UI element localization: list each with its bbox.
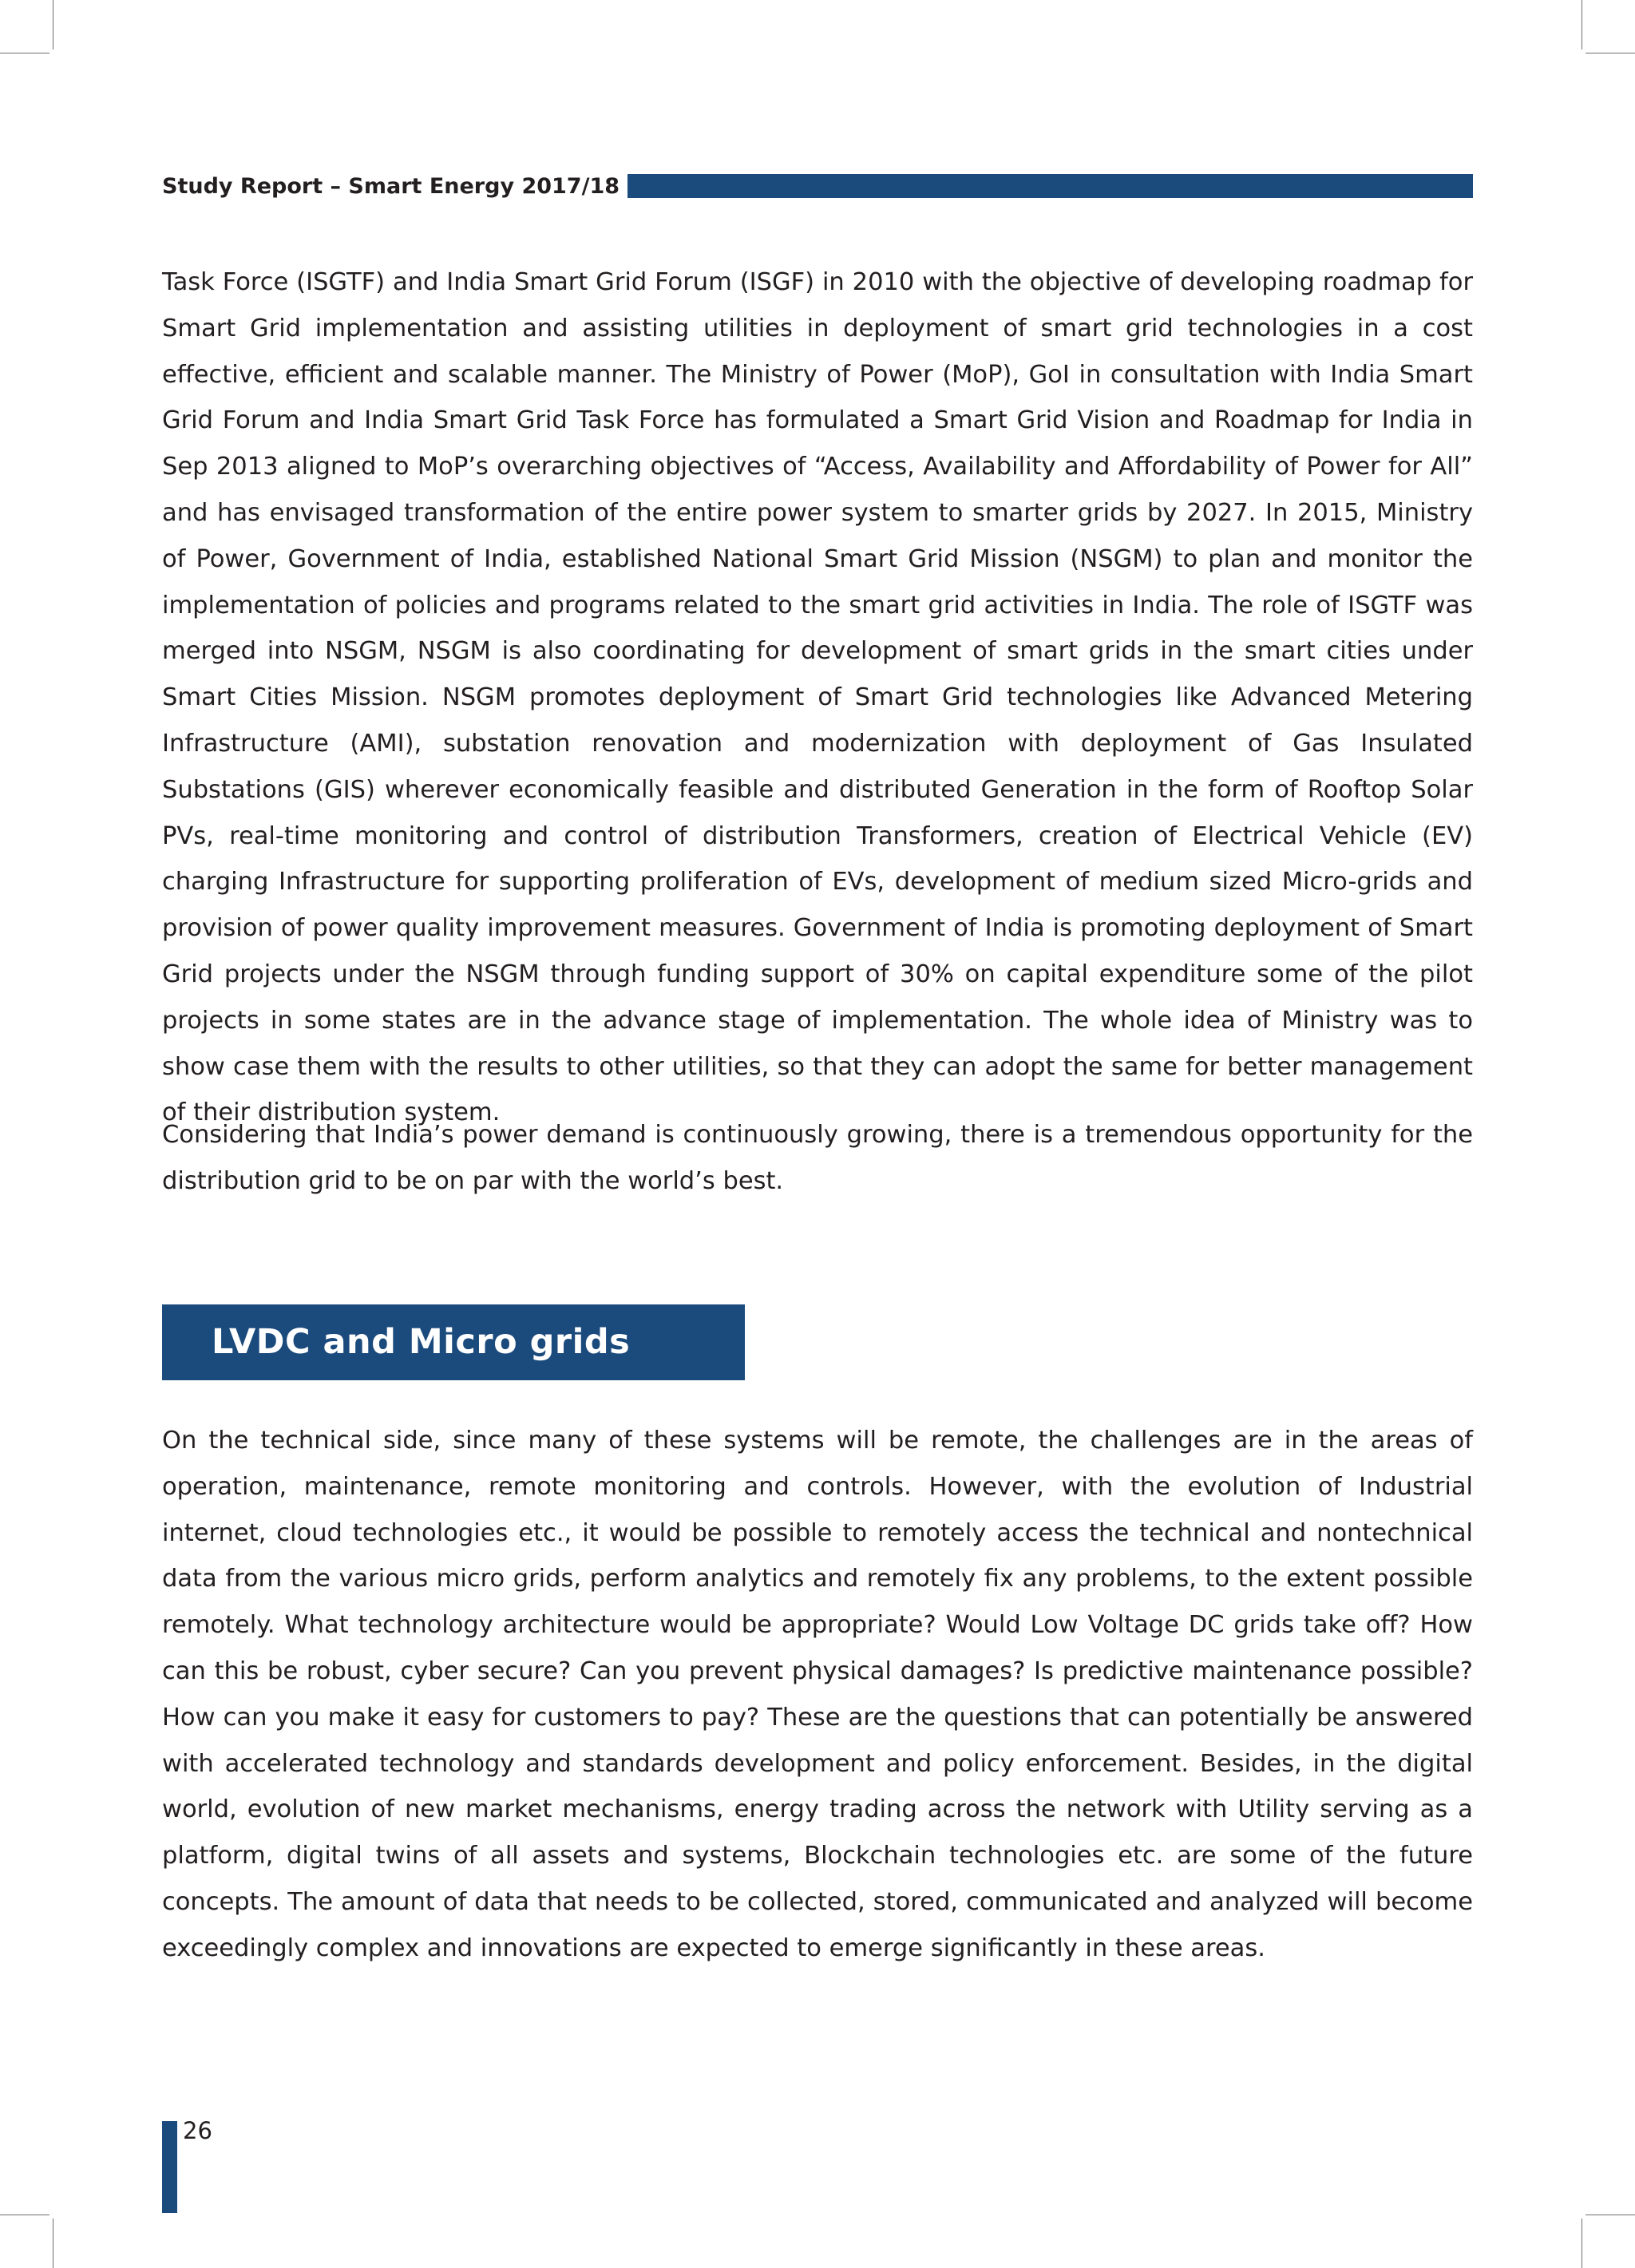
running-header [162,172,1473,200]
body-paragraph-1: Task Force (ISGTF) and India Smart Grid Forum (ISGF) in 2010 with the objective of developing roadmap for Smart Grid implementation and assisting utilities in deployment of smart grid technologies in a cost effective, efficient and scalable manner. The Ministry of Power (MoP), GoI in consultation with India Smart Grid Forum and India Smart Grid Task Force has formulated a Smart Grid Vision and Roadmap for India in Sep 2013 aligned to MoP’s overarching objectives of “Access, Availability and Affordability of Power for All” and has envisaged transformation of the entire power system to smarter grids by 2027. In 2015, Ministry of Power, Government of India, established National Smart Grid Mission (NSGM) to plan and monitor the implementation of policies and programs related to the smart grid activities in India. The role of ISGTF was merged into NSGM, NSGM is also coordinating for development of smart grids in the smart cities under Smart Cities Mission. NSGM promotes deployment of Smart Grid technologies like Advanced Metering Infrastructure (AMI), substation renovation and modernization with deployment of Gas Insulated Substations (GIS) wherever economically feasible and distributed Generation in the form of Rooftop Solar PVs, real-time monitoring and control of distribution Transformers, creation of Electrical Vehicle (EV) charging Infrastructure for supporting proliferation of EVs, development of medium sized Micro-grids and provision of power quality improvement measures. Government of India is promoting deployment of Smart Grid projects under the NSGM through funding support of 30% on capital expenditure some of the pilot projects in some states are in the advance stage of implementation. The whole idea of Ministry was to show case them with the results to other utilities, so that they can adopt the same for better management of their distribution system. [162,268,1473,1127]
header-accent-bar [627,174,1473,198]
body-paragraph-2: Considering that India’s power demand is continuously growing, there is a tremendous opportunity for the distribution grid to be on par with the world’s best. [162,1121,1473,1195]
header-title: Study Report – Smart Energy 2017/18 [162,173,620,199]
section-heading: LVDC and Micro grids [162,1304,745,1380]
page-number-bar [162,2121,177,2213]
page-number: 26 [183,2117,212,2144]
body-paragraph-3: On the technical side, since many of these systems will be remote, the challenges are in the areas of operation, maintenance, remote monitoring and controls. However, with the evolution of Industrial internet, cloud technologies etc., it would be possible to remotely access the technical and nontechnical data from the various micro grids, perform analytics and remotely fix any problems, to the extent possible remotely. What technology architecture would be appropriate? Would Low Voltage DC grids take off? How can this be robust, cyber secure? Can you prevent physical damages? Is predictive maintenance possible? How can you make it easy for customers to pay? These are the questions that can potentially be answered with accelerated technology and standards development and policy enforcement. Besides, in the digital world, evolution of new market mechanisms, energy trading across the network with Utility serving as a platform, digital twins of all assets and systems, Blockchain technologies etc. are some of the future concepts. The amount of data that needs to be collected, stored, communicated and analyzed will become exceedingly complex and innovations are expected to emerge significantly in these areas. [162,1427,1473,1962]
